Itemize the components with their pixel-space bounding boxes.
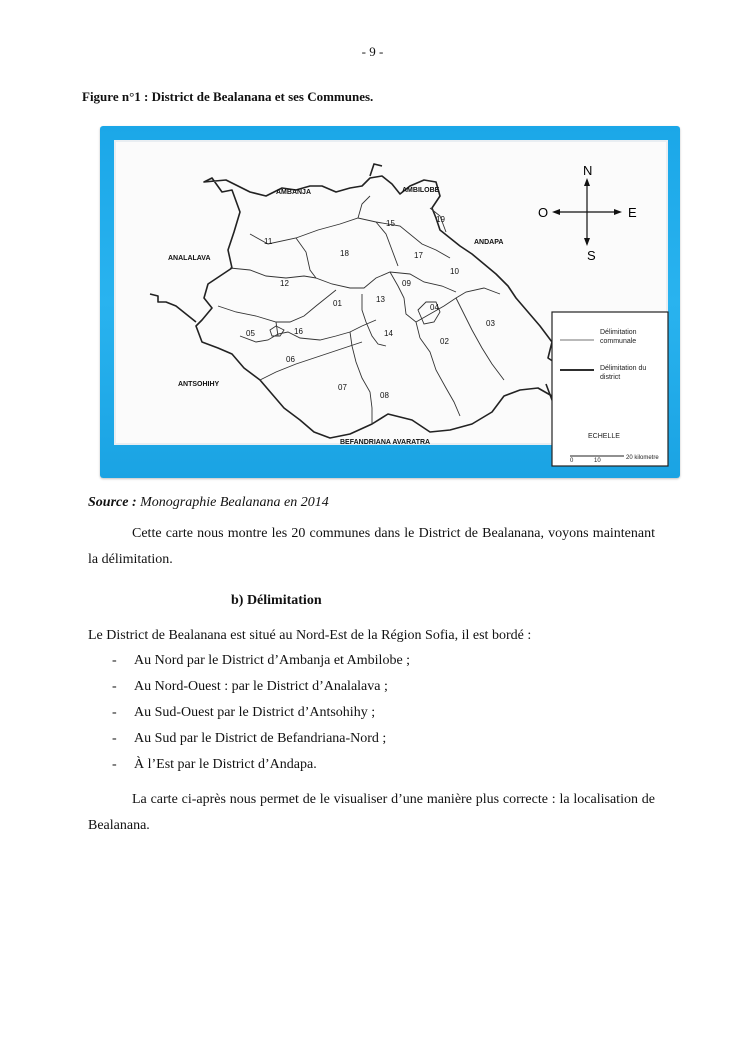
commune-label: 03 (486, 319, 495, 328)
paragraph-intro: Cette carte nous montre les 20 communes dans le District de Bealanana, voyons maintenant la délimitation. (88, 526, 655, 567)
compass-o: O (538, 205, 549, 220)
compass-s: S (587, 248, 596, 263)
list-item: - Au Sud par le District de Befandriana-Nord ; (112, 731, 387, 746)
label-ambilobe: AMBILOBE (402, 187, 440, 194)
list-item: - Au Nord-Ouest : par le District d’Analalava ; (112, 679, 388, 694)
border-list (88, 648, 655, 778)
label-andapa: ANDAPA (474, 239, 504, 246)
figure-title: Figure n°1 : District de Bealanana et ses Communes. (82, 89, 374, 104)
commune-label: 17 (414, 251, 423, 260)
legend-communal: Délimitation communale (600, 329, 637, 345)
source-line (88, 495, 329, 511)
scale-title: ECHELLE (588, 433, 620, 440)
commune-label: 11 (264, 237, 273, 246)
commune-label: 05 (246, 329, 255, 338)
map-figure (100, 126, 680, 478)
commune-label: 02 (440, 337, 449, 346)
district-map (100, 126, 680, 478)
commune-label: 15 (386, 219, 395, 228)
commune-label: 18 (340, 249, 349, 258)
section-heading: b) Délimitation (231, 593, 322, 608)
commune-label: 01 (333, 299, 342, 308)
legend-district: Délimitation du district (600, 365, 647, 381)
label-analalava: ANALALAVA (168, 255, 211, 262)
commune-label: 06 (286, 355, 295, 364)
compass-rose (538, 163, 637, 263)
map-legend (552, 312, 668, 466)
commune-label: 16 (294, 327, 303, 336)
page-number: - 9 - (361, 44, 384, 59)
commune-label: 10 (450, 267, 459, 276)
compass-e: E (628, 205, 637, 220)
list-item: - Au Sud-Ouest par le District d’Antsohihy ; (112, 705, 376, 720)
list-item: - À l’Est par le District d’Andapa. (112, 757, 317, 772)
paragraph-conclusion: La carte ci-après nous permet de le visualiser d’une manière plus correcte : la localisation de Bealanana. (88, 792, 655, 833)
label-antsohihy: ANTSOHIHY (178, 381, 220, 388)
commune-label: 07 (338, 383, 347, 392)
label-ambanja: AMBANJA (276, 189, 311, 196)
commune-label: 09 (402, 279, 411, 288)
label-befandriana: BEFANDRIANA AVARATRA (340, 439, 431, 446)
scale-20: 20 kilometre (626, 455, 659, 461)
commune-label: 13 (376, 295, 385, 304)
commune-label: 19 (436, 215, 445, 224)
scale-10: 10 (594, 458, 601, 464)
source-text: Monographie Bealanana en 2014 (140, 495, 329, 510)
commune-label: 04 (430, 303, 439, 312)
scale-0: 0 (570, 458, 574, 464)
commune-label: 14 (384, 329, 393, 338)
compass-n: N (583, 163, 593, 178)
commune-label: 12 (280, 279, 289, 288)
list-item: - Au Nord par le District d’Ambanja et Ambilobe ; (112, 653, 411, 668)
commune-label: 08 (380, 391, 389, 400)
paragraph-location: Le District de Bealanana est situé au Nord-Est de la Région Sofia, il est bordé : (88, 628, 532, 643)
source-label: Source : (88, 495, 137, 510)
